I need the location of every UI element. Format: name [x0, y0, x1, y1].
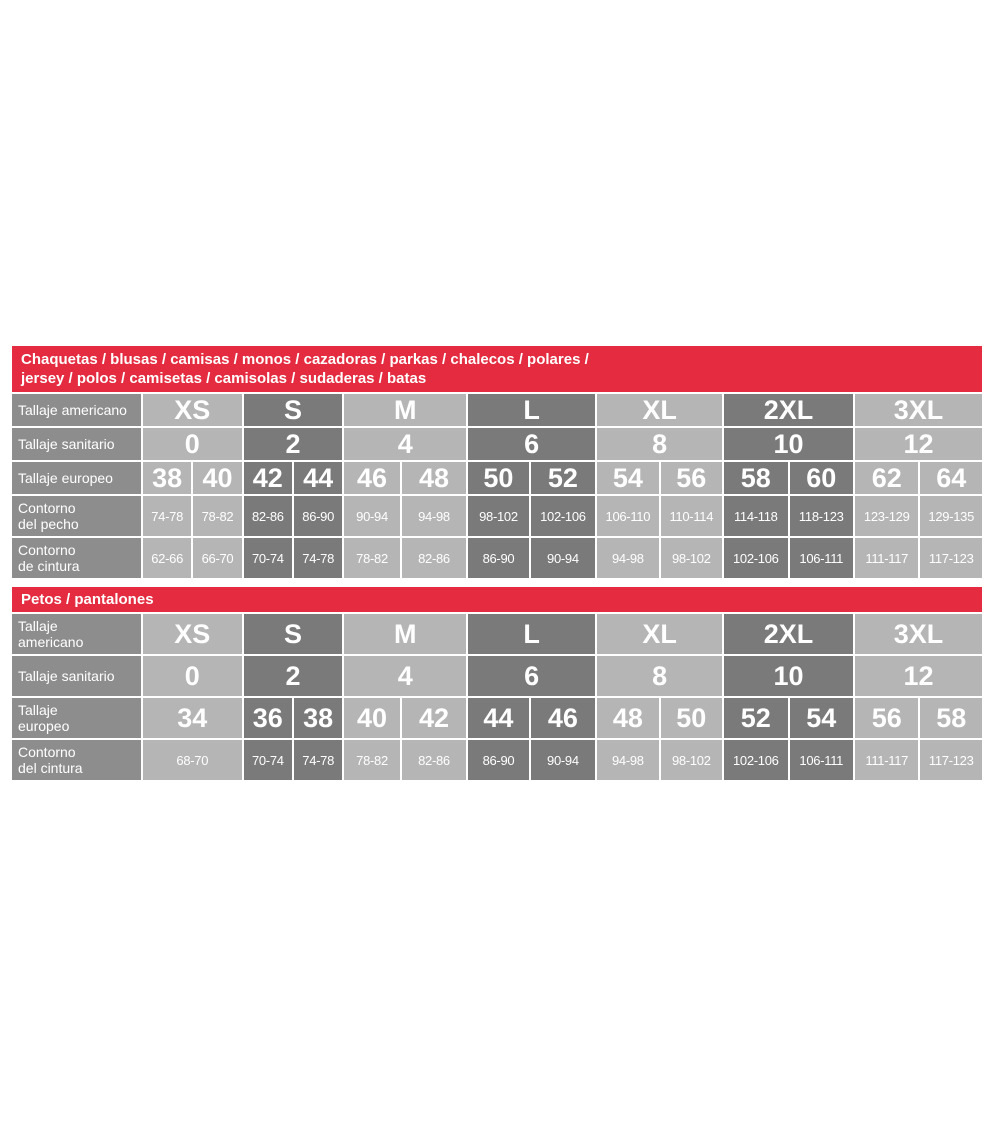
- s2-waist-value: 68-70: [143, 740, 242, 780]
- s2-san-size: 12: [855, 656, 982, 696]
- s2-waist-value: 111-117: [855, 740, 918, 780]
- s1-eu-size: 58: [724, 462, 787, 494]
- s1-eu-size: 50: [468, 462, 528, 494]
- s1-san-size: 2: [244, 428, 343, 460]
- s1-waist-label-line2: de cintura: [18, 558, 80, 574]
- s2-san-size: 2: [244, 656, 343, 696]
- s1-eu-size: 46: [344, 462, 399, 494]
- s1-waist-value: 70-74: [244, 538, 292, 578]
- s1-waist-value: 74-78: [294, 538, 342, 578]
- s1-waist-value: 102-106: [724, 538, 787, 578]
- s1-san-size: 0: [143, 428, 242, 460]
- section2-banner-text: Petos / pantalones: [21, 591, 154, 608]
- s2-us-size: S: [244, 614, 343, 654]
- s1-waist-value: 94-98: [597, 538, 658, 578]
- s1-chest-label-line1: Contorno: [18, 500, 76, 516]
- s1-chest-value: 90-94: [344, 496, 399, 536]
- s2-waist-label-line2: del cintura: [18, 760, 83, 776]
- s1-san-size: 8: [597, 428, 722, 460]
- s2-us-row: [12, 614, 982, 654]
- s2-san-label: Tallaje sanitario: [12, 656, 141, 696]
- s1-chest-value: 123-129: [855, 496, 918, 536]
- s1-eu-size: 38: [143, 462, 191, 494]
- s1-waist-value: 98-102: [661, 538, 722, 578]
- s1-waist-value: 66-70: [193, 538, 241, 578]
- s1-eu-size: 62: [855, 462, 918, 494]
- s1-eu-size: 40: [193, 462, 241, 494]
- s2-waist-value: 94-98: [597, 740, 658, 780]
- s1-chest-value: 98-102: [468, 496, 528, 536]
- s2-eu-size: 48: [597, 698, 658, 738]
- s2-us-size: L: [468, 614, 595, 654]
- s1-san-size: 12: [855, 428, 982, 460]
- s2-us-size: XS: [143, 614, 242, 654]
- s1-chest-value: 102-106: [531, 496, 595, 536]
- s2-eu-size: 44: [468, 698, 528, 738]
- s1-us-size: L: [468, 394, 595, 426]
- section1-banner-line2: jersey / polos / camisetas / camisolas / sudaderas / batas: [21, 370, 427, 387]
- s1-eu-size: 54: [597, 462, 658, 494]
- s2-eu-size: 34: [143, 698, 242, 738]
- s2-us-size: XL: [597, 614, 722, 654]
- section1-banner: [12, 346, 982, 392]
- s2-eu-row: [12, 698, 982, 738]
- s1-chest-row: [12, 496, 982, 536]
- s1-eu-label: Tallaje europeo: [12, 462, 141, 494]
- s1-us-label: Tallaje americano: [12, 394, 141, 426]
- s1-waist-value: 82-86: [402, 538, 466, 578]
- size-chart: [12, 346, 982, 782]
- s2-waist-value: 78-82: [344, 740, 399, 780]
- section1-banner-line1: Chaquetas / blusas / camisas / monos / cazadoras / parkas / chalecos / polares /: [21, 351, 589, 368]
- s1-us-row: [12, 394, 982, 426]
- s1-san-size: 10: [724, 428, 853, 460]
- section2-table: [10, 612, 984, 782]
- s2-waist-label-line1: Contorno: [18, 744, 76, 760]
- s1-eu-size: 44: [294, 462, 342, 494]
- s1-waist-value: 111-117: [855, 538, 918, 578]
- s2-eu-size: 38: [294, 698, 342, 738]
- s1-us-size: 2XL: [724, 394, 853, 426]
- s1-chest-value: 86-90: [294, 496, 342, 536]
- s2-us-size: M: [344, 614, 466, 654]
- s1-san-label: Tallaje sanitario: [12, 428, 141, 460]
- s1-waist-label: [12, 538, 141, 578]
- s2-waist-value: 82-86: [402, 740, 466, 780]
- s2-waist-value: 74-78: [294, 740, 342, 780]
- s1-waist-value: 90-94: [531, 538, 595, 578]
- s2-us-size: 3XL: [855, 614, 982, 654]
- s2-us-label-line2: americano: [18, 634, 84, 650]
- s2-us-label: [12, 614, 141, 654]
- s1-waist-value: 78-82: [344, 538, 399, 578]
- s2-waist-label: [12, 740, 141, 780]
- s2-waist-value: 70-74: [244, 740, 292, 780]
- s2-eu-size: 40: [344, 698, 399, 738]
- s2-waist-value: 86-90: [468, 740, 528, 780]
- s1-waist-row: [12, 538, 982, 578]
- s1-us-size: S: [244, 394, 343, 426]
- s1-chest-value: 129-135: [920, 496, 982, 536]
- s1-waist-value: 106-111: [790, 538, 853, 578]
- s1-chest-value: 106-110: [597, 496, 658, 536]
- s2-waist-row: [12, 740, 982, 780]
- s1-eu-size: 64: [920, 462, 982, 494]
- s2-eu-size: 54: [790, 698, 853, 738]
- s2-waist-value: 98-102: [661, 740, 722, 780]
- section1-table: [10, 392, 984, 580]
- s2-san-size: 6: [468, 656, 595, 696]
- s1-chest-label: [12, 496, 141, 536]
- s1-eu-row: [12, 462, 982, 494]
- s1-chest-value: 94-98: [402, 496, 466, 536]
- s1-chest-value: 74-78: [143, 496, 191, 536]
- section2-banner: [12, 587, 982, 612]
- s1-chest-value: 110-114: [661, 496, 722, 536]
- s1-chest-value: 82-86: [244, 496, 292, 536]
- s2-san-size: 8: [597, 656, 722, 696]
- s1-eu-size: 52: [531, 462, 595, 494]
- s2-san-size: 4: [344, 656, 466, 696]
- s1-us-size: XL: [597, 394, 722, 426]
- s2-eu-size: 36: [244, 698, 292, 738]
- s1-waist-value: 62-66: [143, 538, 191, 578]
- s2-us-label-line1: Tallaje: [18, 618, 58, 634]
- s2-eu-label: [12, 698, 141, 738]
- s2-eu-size: 58: [920, 698, 982, 738]
- s1-waist-label-line1: Contorno: [18, 542, 76, 558]
- s1-eu-size: 56: [661, 462, 722, 494]
- s1-eu-size: 42: [244, 462, 292, 494]
- s2-eu-size: 42: [402, 698, 466, 738]
- s1-chest-value: 114-118: [724, 496, 787, 536]
- s2-san-size: 0: [143, 656, 242, 696]
- s1-waist-value: 117-123: [920, 538, 982, 578]
- s1-chest-value: 78-82: [193, 496, 241, 536]
- s2-waist-value: 102-106: [724, 740, 787, 780]
- s2-waist-value: 90-94: [531, 740, 595, 780]
- s1-eu-size: 60: [790, 462, 853, 494]
- s2-eu-size: 56: [855, 698, 918, 738]
- s2-waist-value: 106-111: [790, 740, 853, 780]
- s1-waist-value: 86-90: [468, 538, 528, 578]
- s1-san-row: [12, 428, 982, 460]
- s2-san-size: 10: [724, 656, 853, 696]
- s1-san-size: 6: [468, 428, 595, 460]
- s1-san-size: 4: [344, 428, 466, 460]
- s2-eu-size: 50: [661, 698, 722, 738]
- s1-us-size: 3XL: [855, 394, 982, 426]
- s2-san-row: [12, 656, 982, 696]
- s1-us-size: M: [344, 394, 466, 426]
- s1-us-size: XS: [143, 394, 242, 426]
- s2-eu-label-line1: Tallaje: [18, 702, 58, 718]
- s1-chest-label-line2: del pecho: [18, 516, 79, 532]
- s2-eu-label-line2: europeo: [18, 718, 70, 734]
- s1-chest-value: 118-123: [790, 496, 853, 536]
- s1-eu-size: 48: [402, 462, 466, 494]
- s2-us-size: 2XL: [724, 614, 853, 654]
- s2-eu-size: 46: [531, 698, 595, 738]
- s2-waist-value: 117-123: [920, 740, 982, 780]
- s2-eu-size: 52: [724, 698, 787, 738]
